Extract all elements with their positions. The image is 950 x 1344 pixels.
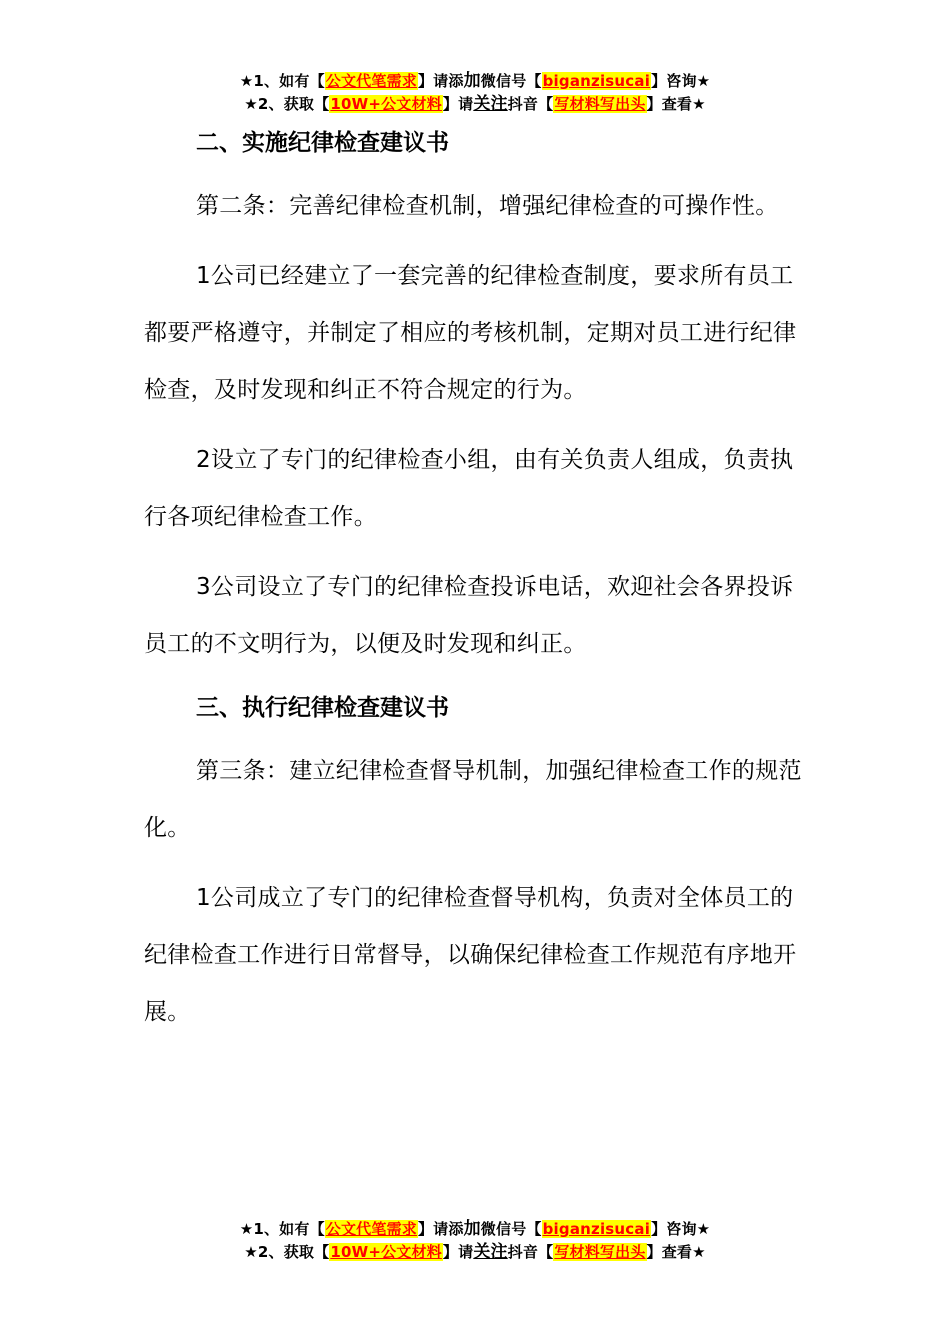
paragraph-2-3: 3公司设立了专门的纪律检查投诉电话，欢迎社会各界投诉员工的不文明行为，以便及时发现和纠正。 bbox=[144, 574, 794, 657]
highlight-materials: 10W+公文材料 bbox=[330, 1243, 442, 1261]
section-heading-3: 三、执行纪律检查建议书 bbox=[196, 695, 449, 721]
section-heading-2: 二、实施纪律检查建议书 bbox=[196, 130, 449, 156]
banner-text: ★1、如有【 bbox=[239, 72, 325, 90]
banner-line-1 bbox=[0, 70, 950, 93]
banner-text: 】请 bbox=[442, 95, 474, 113]
banner-text: 】咨询★ bbox=[651, 72, 711, 90]
article-3: 第三条：建立纪律检查督导机制，加强纪律检查工作的规范化。 bbox=[144, 758, 802, 841]
document-body bbox=[144, 118, 814, 1041]
banner-text: 抖音【 bbox=[507, 1243, 554, 1261]
banner-emphasis: 加 bbox=[463, 1219, 481, 1239]
header-banner bbox=[0, 70, 950, 116]
banner-emphasis: 关注 bbox=[473, 94, 508, 114]
banner-line-2 bbox=[0, 1241, 950, 1264]
banner-text: ★1、如有【 bbox=[239, 1220, 325, 1238]
paragraph-2-2: 2设立了专门的纪律检查小组，由有关负责人组成，负责执行各项纪律检查工作。 bbox=[144, 447, 794, 530]
footer-banner bbox=[0, 1218, 950, 1264]
highlight-materials: 10W+公文材料 bbox=[330, 95, 442, 113]
banner-text: ★2、获取【 bbox=[244, 1243, 330, 1261]
highlight-wechat-id: biganzisucai bbox=[542, 1220, 651, 1238]
article-2: 第二条：完善纪律检查机制，增强纪律检查的可操作性。 bbox=[196, 193, 779, 219]
banner-text: 】请 bbox=[442, 1243, 474, 1261]
banner-text: ★2、获取【 bbox=[244, 95, 330, 113]
banner-emphasis: 关注 bbox=[473, 1242, 508, 1262]
banner-text: 】查看★ bbox=[646, 1243, 706, 1261]
highlight-wechat-id: biganzisucai bbox=[542, 72, 651, 90]
highlight-service: 公文代笔需求 bbox=[325, 1220, 417, 1238]
banner-text: 】请添 bbox=[417, 1220, 464, 1238]
banner-line-2 bbox=[0, 93, 950, 116]
banner-text: 抖音【 bbox=[507, 95, 554, 113]
highlight-service: 公文代笔需求 bbox=[325, 72, 417, 90]
highlight-douyin-account: 写材料写出头 bbox=[554, 1243, 646, 1261]
highlight-douyin-account: 写材料写出头 bbox=[554, 95, 646, 113]
banner-text: 】咨询★ bbox=[651, 1220, 711, 1238]
paragraph-2-1: 1公司已经建立了一套完善的纪律检查制度，要求所有员工都要严格遵守，并制定了相应的考核机制，定期对员工进行纪律检查，及时发现和纠正不符合规定的行为。 bbox=[144, 263, 797, 403]
banner-text: 微信号【 bbox=[480, 1220, 542, 1238]
banner-text: 】查看★ bbox=[646, 95, 706, 113]
banner-line-1 bbox=[0, 1218, 950, 1241]
banner-text: 微信号【 bbox=[480, 72, 542, 90]
banner-emphasis: 加 bbox=[463, 71, 481, 91]
paragraph-3-1: 1公司成立了专门的纪律检查督导机构，负责对全体员工的纪律检查工作进行日常督导，以确保纪律检查工作规范有序地开展。 bbox=[144, 885, 797, 1025]
banner-text: 】请添 bbox=[417, 72, 464, 90]
